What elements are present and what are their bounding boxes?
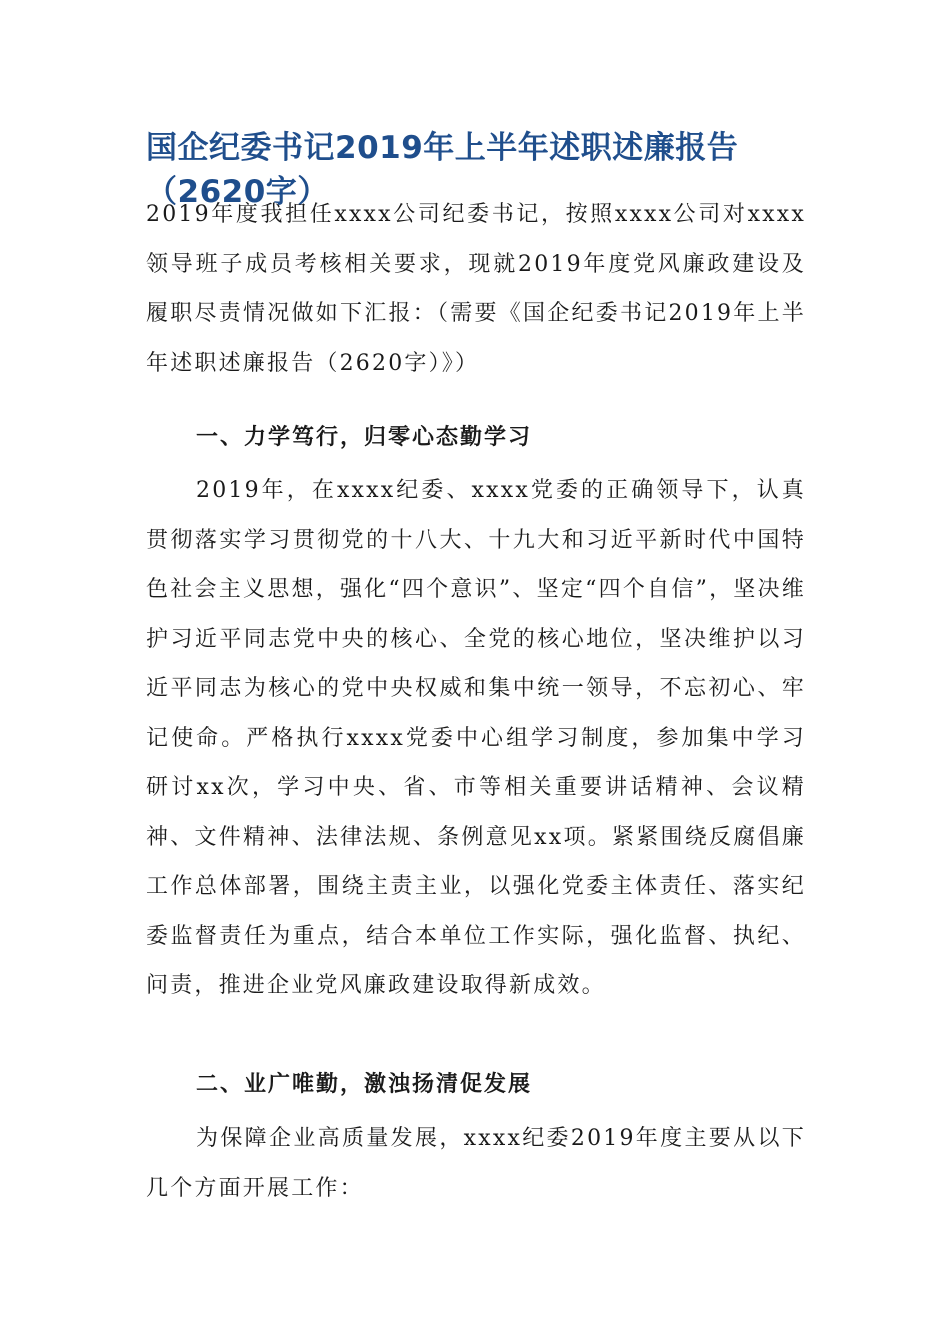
section-paragraph-2: 为保障企业高质量发展，xxxx纪委2019年度主要从以下几个方面开展工作： — [146, 1126, 806, 1201]
section-heading-2: 二、业广唯勤，激浊扬清促发展 — [196, 1072, 533, 1097]
document-title: 国企纪委书记2019年上半年述职述廉报告（2620字） — [146, 130, 739, 210]
section-paragraph-1: 2019年，在xxxx纪委、xxxx党委的正确领导下，认真贯彻落实学习贯彻党的十八大、十九大和习近平新时代中国特色社会主义思想，强化“四个意识”、坚定“四个自信”，坚决维护习近平同志党中央的核心、全党的核心地位，坚决维护以习近平同志为核心的党中央权威和集中统一领导，不忘初心、牢记使命。严格执行xxxx党委中心组学习制度，参加集中学习研讨xx次，学习中央、省、市等相关重要讲话精神、会议精神、文件精神、法律法规、条例意见xx项。紧紧围绕反腐倡廉工作总体部署，围绕主责主业，以强化党委主体责任、落实纪委监督责任为重点，结合本单位工作实际，强化监督、执纪、问责，推进企业党风廉政建设取得新成效。 — [146, 478, 806, 998]
section-heading-1: 一、力学笃行，归零心态勤学习 — [196, 425, 533, 450]
intro-paragraph: 2019年度我担任xxxx公司纪委书记，按照xxxx公司对xxxx领导班子成员考核相关要求，现就2019年度党风廉政建设及履职尽责情况做如下汇报：（需要《国企纪委书记2019年上半年述职述廉报告（2620字）》） — [146, 202, 806, 376]
